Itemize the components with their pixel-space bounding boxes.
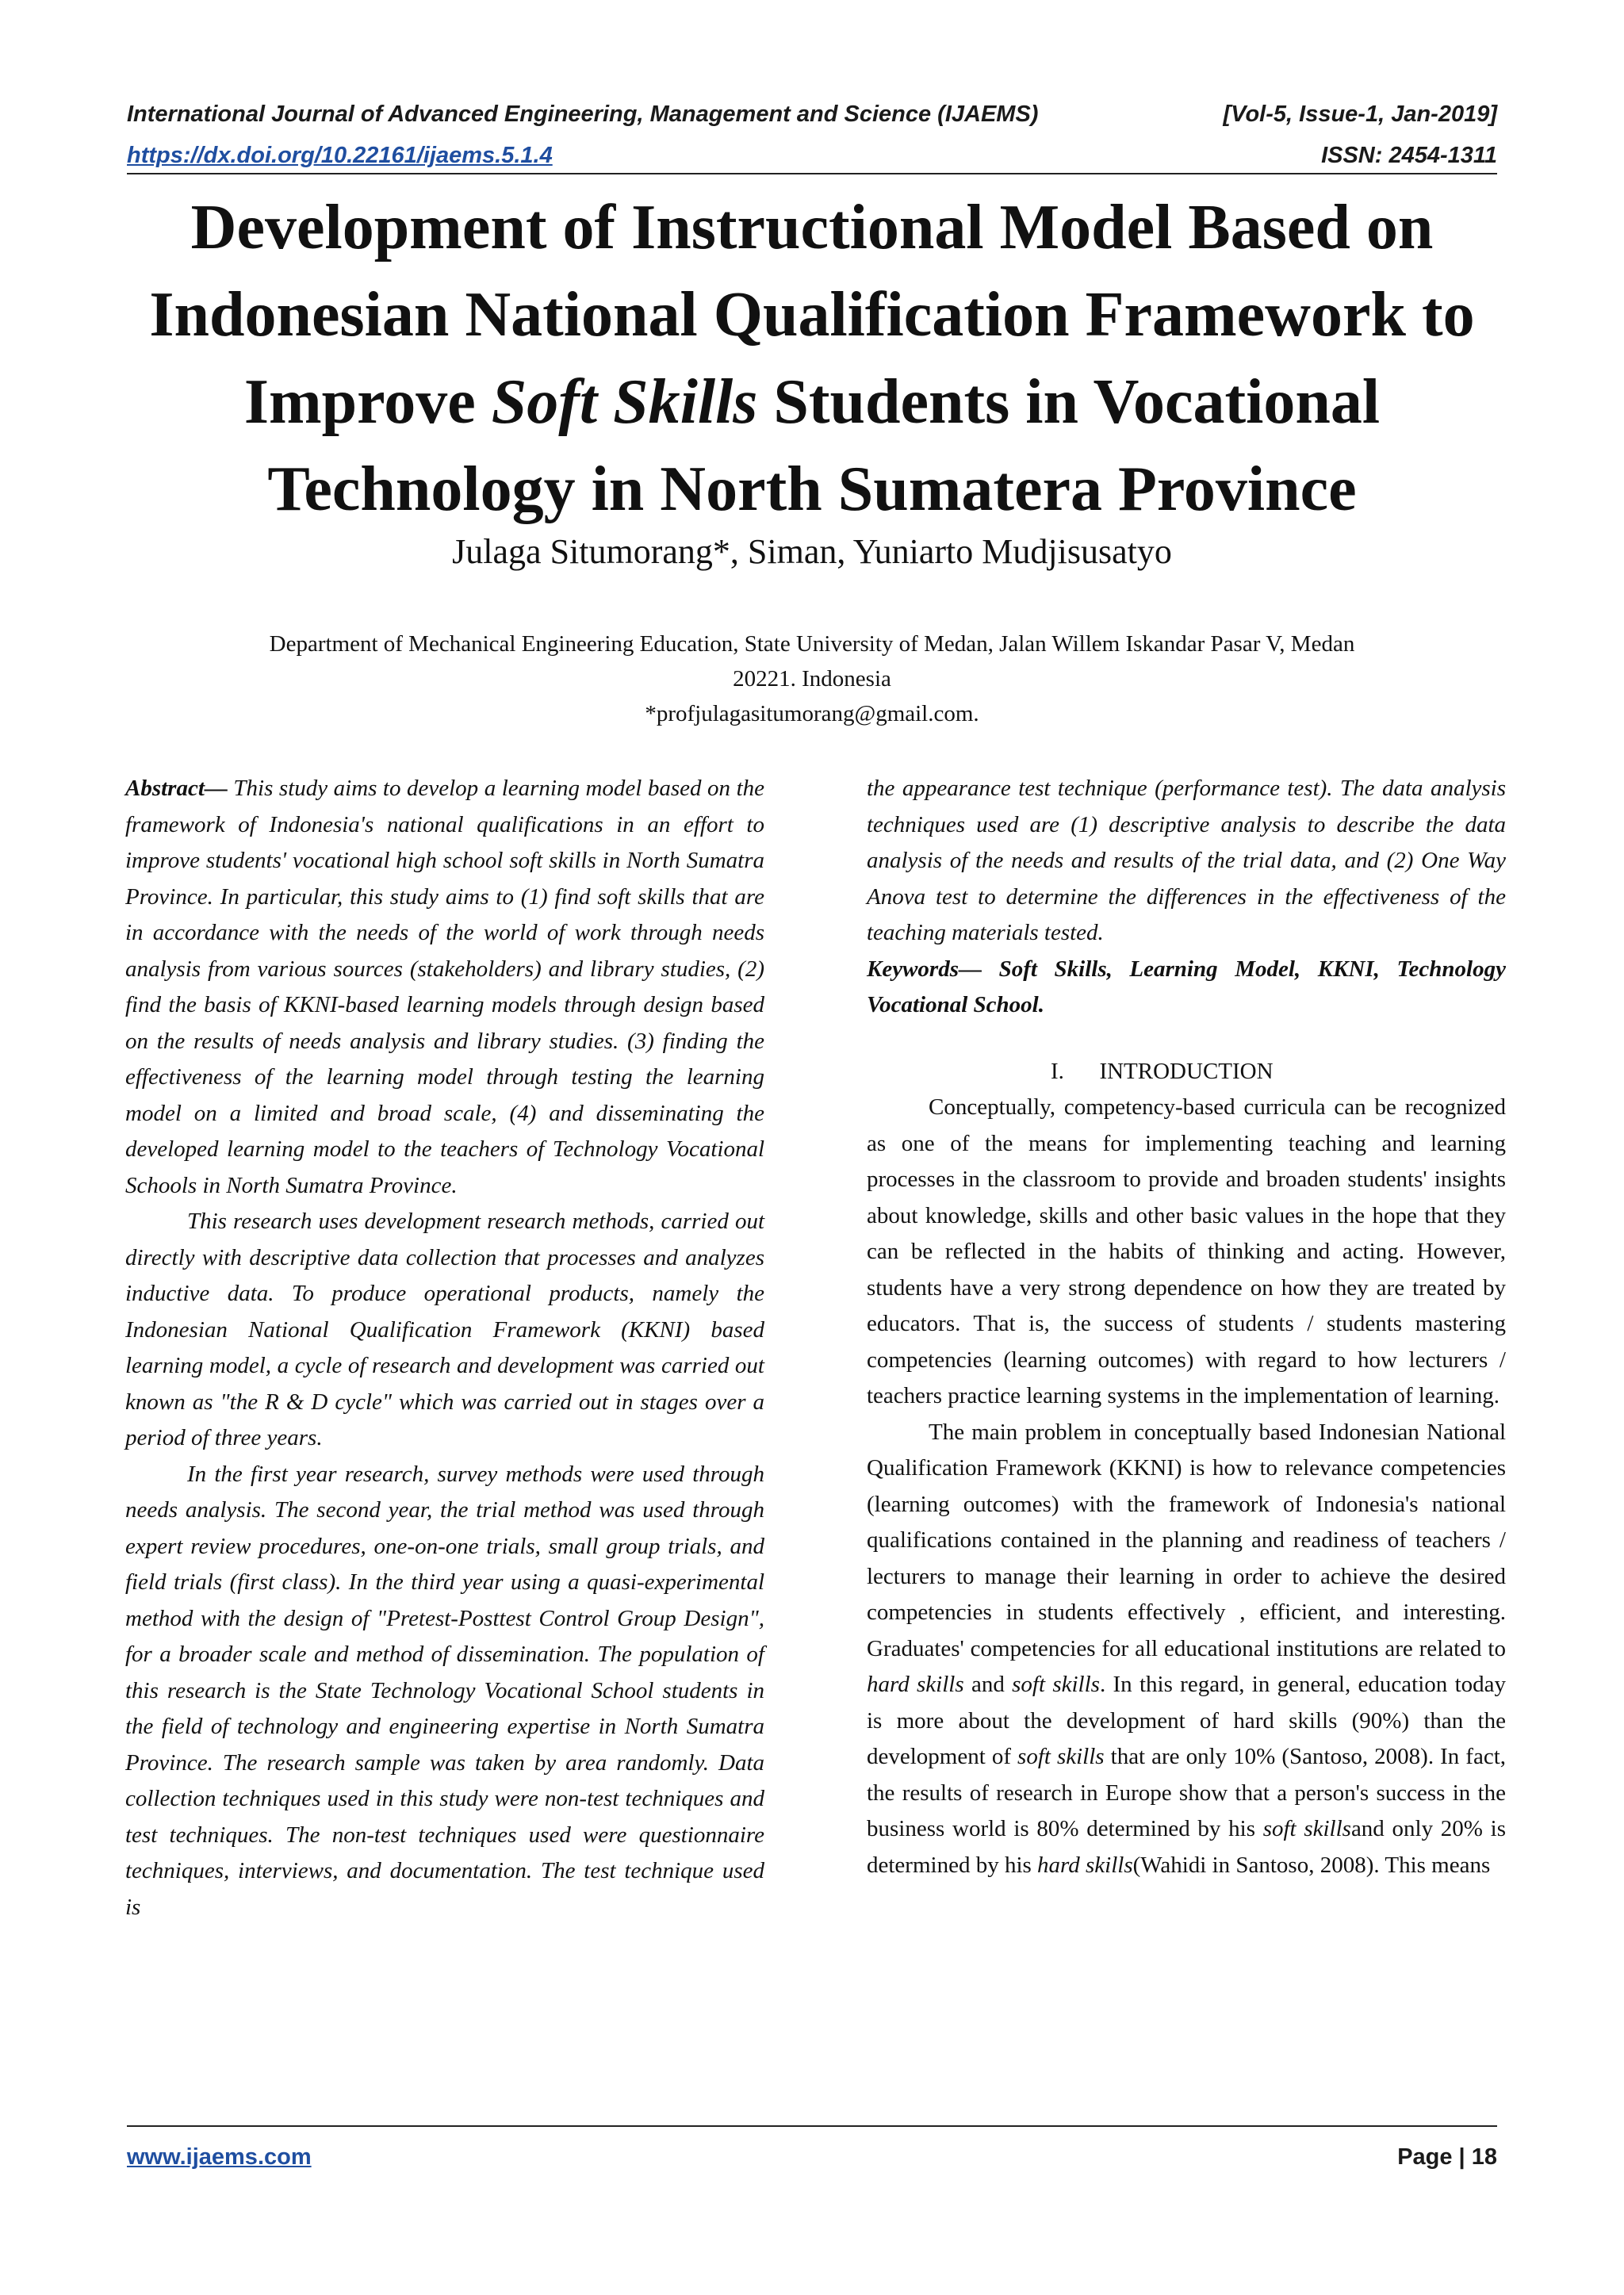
right-column (867, 771, 1506, 1883)
term-soft-skills-3: soft skills (1262, 1816, 1351, 1841)
title-italic: Soft Skills (491, 367, 758, 437)
intro-p2-d: and only 20% is determined by his (867, 1816, 1506, 1878)
term-soft-skills: soft skills (1012, 1672, 1100, 1697)
intro-and: and (963, 1672, 1013, 1697)
affiliation-line1: Department of Mechanical Engineering Education, State University of Medan, Jalan Willem Iskandar Pasar V, Medan (269, 631, 1355, 657)
term-hard-skills: hard skills (867, 1672, 964, 1697)
abstract-p1 (125, 771, 764, 1204)
paper-title (95, 184, 1529, 533)
journal-name: International Journal of Advanced Engineering, Management and Science (IJAEMS) (127, 102, 1039, 127)
section-heading (867, 1054, 1506, 1090)
intro-p2-c: that are only 10% (Santoso, 2008). In fact, the results of research in Europe show that a person's success in the business world is 80% determined by his (867, 1744, 1507, 1841)
intro-p2-e: (Wahidi in Santoso, 2008). This means (1132, 1852, 1491, 1878)
page-number: Page | 18 (1397, 2144, 1497, 2170)
section-number: I. (1051, 1058, 1064, 1084)
title-part1: Development of Instructional Model Based on Indonesian National Qualification Framework to Improve (149, 193, 1475, 437)
authors: Julaga Situmorang*, Siman, Yuniarto Mudjisusatyo (452, 532, 1172, 571)
issn: ISSN: 2454-1311 (1321, 143, 1497, 168)
intro-p2-b: . In this regard, in general, education today is more about the development of hard skills (90%) than the development of (867, 1672, 1506, 1769)
abstract-p4: the appearance test technique (performance test). The data analysis techniques used are (1) descriptive analysis to describe the data analysis of the needs and results of the trial data, and (2) One Way Anova test to determine the differences in the effectiveness of the teaching materials tested. (867, 776, 1506, 945)
affiliation (143, 626, 1481, 731)
term-soft-skills-2: soft skills (1017, 1744, 1105, 1769)
left-column (125, 771, 764, 1925)
section-title: INTRODUCTION (1099, 1058, 1274, 1084)
journal-website-link[interactable]: www.ijaems.com (127, 2144, 312, 2170)
header-rule (127, 173, 1497, 174)
email: *profjulagasitumorang@gmail.com. (645, 701, 979, 726)
volume-info: [Vol-5, Issue-1, Jan-2019] (1223, 102, 1497, 127)
abstract-label: Abstract— (125, 776, 228, 801)
title-part2: Students in Vocational Technology in North Sumatera Province (267, 367, 1381, 524)
intro-p2 (867, 1415, 1506, 1884)
abstract-p2: This research uses development research methods, carried out directly with descriptive data collection that processes and analyzes inductive data. To produce operational products, namely the Indonesian National Qualification Framework (KKNI) based learning model, a cycle of research and development was carried out known as "the R & D cycle" which was carried out in stages over a period of three years. (125, 1209, 764, 1450)
abstract-text-1: This study aims to develop a learning model based on the framework of Indonesia's national qualifications in an effort to improve students' vocational high school soft skills in North Sumatra Province. In particular, this study aims to (1) find soft skills that are in accordance with the needs of the world of work through needs analysis from various sources (stakeholders) and library studies, (2) find the basis of KKNI-based learning models through design based on the results of needs analysis and library studies. (3) finding the effectiveness of the learning model through testing the learning model on a limited and broad scale, (4) and disseminating the developed learning model to the teachers of Technology Vocational Schools in North Sumatra Province. (125, 776, 764, 1198)
doi-link[interactable]: https://dx.doi.org/10.22161/ijaems.5.1.4 (127, 143, 553, 168)
intro-p1: Conceptually, competency-based curricula can be recognized as one of the means for implementing teaching and learning processes in the classroom to provide and broaden students' insights about knowledge, skills and other basic values in the hope that they can be reflected in the habits of thinking and acting. However, students have a very strong dependence on how they are treated by educators. That is, the success of students / students mastering competencies (learning outcomes) with regard to how lecturers / teachers practice learning systems in the implementation of learning. (867, 1094, 1506, 1408)
abstract-p3: In the first year research, survey methods were used through needs analysis. The second year, the trial method was used through expert review procedures, one-on-one trials, small group trials, and field trials (first class). In the third year using a quasi-experimental method with the design of "Pretest-Posttest Control Group Design", for a broader scale and method of dissemination. The population of this research is the State Technology Vocational School students in the field of technology and engineering expertise in North Sumatra Province. The research sample was taken by area randomly. Data collection techniques used in this study were non-test techniques and test techniques. The non-test techniques used were questionnaire techniques, interviews, and documentation. The test technique used is (125, 1461, 764, 1920)
footer-rule (127, 2125, 1497, 2127)
intro-p2-a: The main problem in conceptually based Indonesian National Qualification Framework (KKNI) is how to relevance competencies (learning outcomes) with the framework of Indonesia's national qualifications contained in the planning and readiness of teachers / lecturers to manage their learning in order to achieve the desired competencies in students effectively , efficient, and interesting. Graduates' competencies for all educational institutions are related to (867, 1419, 1506, 1661)
term-hard-skills-2: hard skills (1037, 1852, 1133, 1878)
keywords: Keywords— Soft Skills, Learning Model, KKNI, Technology Vocational School. (867, 956, 1506, 1017)
affiliation-line2: 20221. Indonesia (733, 666, 891, 692)
